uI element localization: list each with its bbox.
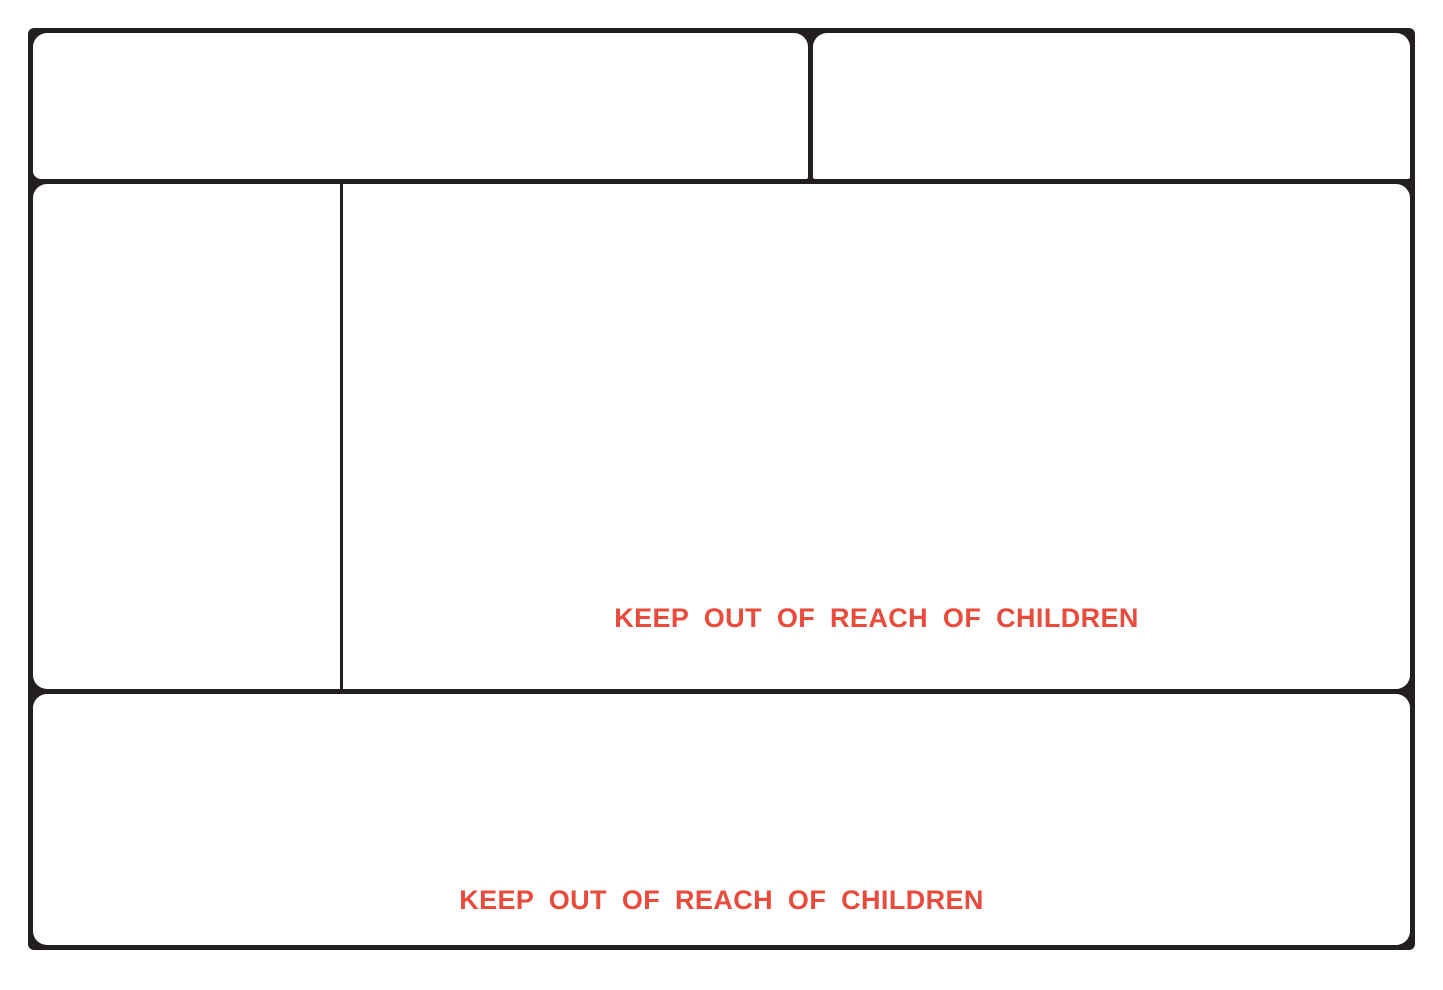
panel-middle <box>33 184 1410 689</box>
middle-warning-text: KEEP OUT OF REACH OF CHILDREN <box>614 603 1139 633</box>
panel-bottom <box>33 694 1410 945</box>
panel-top-right <box>813 33 1410 179</box>
label-outline-plate <box>28 28 1415 950</box>
panel-top-left <box>33 33 808 179</box>
bottom-warning-text: KEEP OUT OF REACH OF CHILDREN <box>459 885 984 915</box>
